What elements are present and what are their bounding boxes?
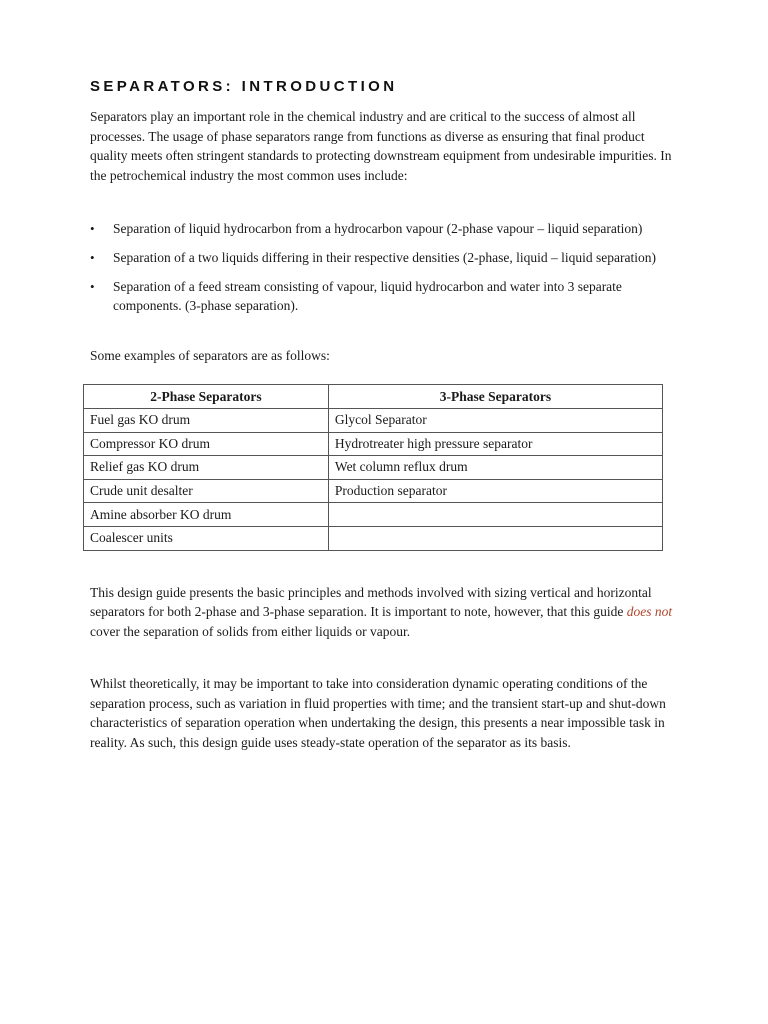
separators-table — [83, 384, 663, 550]
steady-state-paragraph: Whilst theoretically, it may be important to take into consideration dynamic operating conditions of the separation process, such as variation in fluid properties with time; and the transient start-up and shut-down characteristics of separation operation when undertaking the design, this presents a near impossible task in reality. As such, this design guide uses steady-state operation of the separator as its basis. — [90, 676, 666, 751]
table-cell: Wet column reflux drum — [328, 456, 662, 480]
list-item-text: Separation of liquid hydrocarbon from a hydrocarbon vapour (2-phase vapour – liquid separation) — [113, 221, 643, 237]
table-header-2-phase: 2-Phase Separators — [84, 385, 329, 409]
examples-intro: Some examples of separators are as follows: — [90, 347, 330, 363]
guide-emphasis: does not — [626, 604, 673, 620]
guide-text-before: This design guide presents the basic principles and methods involved with sizing vertical and horizontal separators for both 2-phase and 3-phase separation. It is important to note, however, that this guide — [90, 584, 652, 620]
list-item — [90, 248, 676, 268]
table-row — [84, 503, 663, 527]
table-header-3-phase: 3-Phase Separators — [328, 385, 662, 409]
list-item-text: Separation of a feed stream consisting of vapour, liquid hydrocarbon and water into 3 separate components. (3-phase separation). — [113, 278, 622, 314]
intro-paragraph: Separators play an important role in the chemical industry and are critical to the success of almost all processes. The usage of phase separators range from functions as diverse as ensuring that final product quality meets often stringent standards to protecting downstream equipment from undesirable impurities. In the petrochemical industry the most common uses include: — [90, 109, 672, 183]
table-cell — [328, 526, 662, 550]
list-item — [90, 277, 676, 316]
table-row — [84, 526, 663, 550]
table-header-row — [84, 385, 663, 409]
bullet-icon: • — [90, 278, 95, 294]
table-cell: Hydrotreater high pressure separator — [328, 432, 662, 456]
table-cell: Relief gas KO drum — [84, 456, 329, 480]
table-cell: Crude unit desalter — [84, 479, 329, 503]
uses-list — [90, 219, 676, 315]
document-page — [90, 78, 676, 753]
bullet-icon: • — [90, 249, 95, 265]
design-guide-paragraph — [90, 583, 676, 642]
table-cell: Coalescer units — [84, 526, 329, 550]
table-cell: Production separator — [328, 479, 662, 503]
table-row — [84, 456, 663, 480]
table-cell — [328, 503, 662, 527]
table-cell: Glycol Separator — [328, 408, 662, 432]
table-row — [84, 479, 663, 503]
table-cell: Compressor KO drum — [84, 432, 329, 456]
section-title: SEPARATORS: INTRODUCTION — [90, 78, 398, 95]
table-row — [84, 432, 663, 456]
table-row — [84, 408, 663, 432]
list-item-text: Separation of a two liquids differing in their respective densities (2-phase, liquid – liquid separation) — [113, 249, 656, 265]
list-item — [90, 219, 676, 239]
guide-text-after: cover the separation of solids from either liquids or vapour. — [90, 623, 411, 639]
bullet-icon: • — [90, 221, 95, 237]
table-cell: Fuel gas KO drum — [84, 408, 329, 432]
table-cell: Amine absorber KO drum — [84, 503, 329, 527]
